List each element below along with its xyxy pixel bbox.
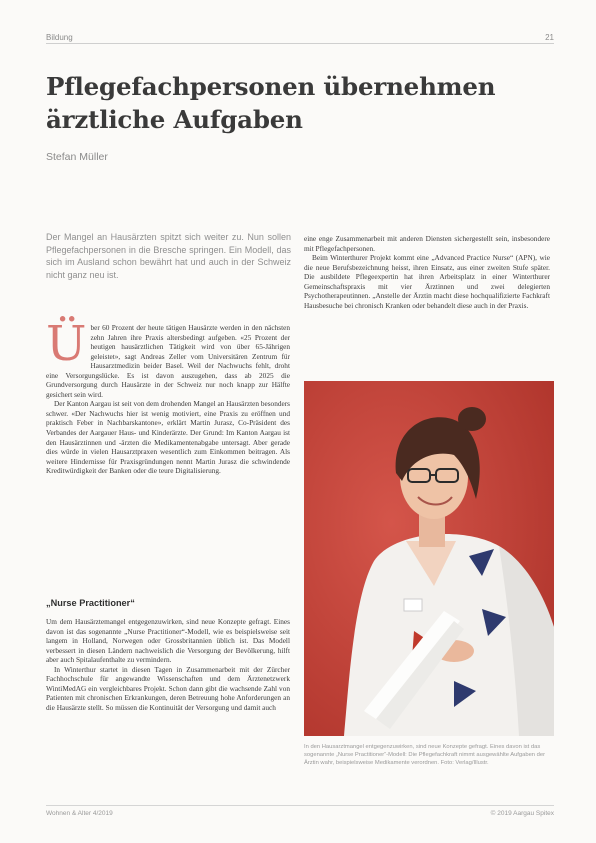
footer-publication: Wohnen & Alter 4/2019	[46, 810, 113, 817]
body-column-right-top	[304, 234, 550, 310]
page-footer	[46, 810, 554, 817]
body-paragraph: Um dem Hausärztemangel entgegenzuwirken, sind neue Konzepte gefragt. Eines davon ist das sogenannte „Nurse Practitioner“-Modell, wie es beispielsweise seit langem in Holland, Norwegen oder Grossbritannien üblich ist. Das Modell verbessert in diesen Ländern nachweislich die Versorgung der Bevölkerung, hilft aber auch Spitalaufenthalte zu vermindern.	[46, 617, 290, 665]
body-column-left-bottom	[46, 617, 290, 712]
header-rule	[46, 43, 554, 44]
body-paragraph: Der Kanton Aargau ist seit von dem drohenden Mangel an Hausärzten besonders schwer. «Der Nachwuchs hier ist wenig motiviert, eine Praxis zu eröffnen und praktisch Feber in Nachbarskantone», erklärt Martin Jurasz, Co-Präsident des Verbandes der Aargauer Haus- und Kinderärzte. Der Grund: Im Kanton Aargau ist den Hausärztinnen und -ärzten die Medikamentenabgabe untersagt. Aber gerade dies würde in vielen Hausarztpraxen wesentlich zum Einkommen beitragen. Als weitere Hindernisse für Praxisgründungen nennt Martin Jurasz die schwindende Kreditwürdigkeit der Banken oder die teure Digitalisierung.	[46, 399, 290, 476]
section-subheading: „Nurse Practitioner“	[46, 598, 135, 608]
lead-paragraph: Der Mangel an Hausärzten spitzt sich weiter zu. Nun sollen Pflegefachpersonen in die Bresche springen. Ein Modell, das sich im Ausland schon bewährt hat und auch in der Schweiz nicht ganz neu ist.	[46, 232, 291, 280]
body-paragraph: eine enge Zusammenarbeit mit anderen Diensten sichergestellt sein, insbesondere mit Pflegefachpersonen.	[304, 234, 550, 253]
nurse-illustration	[304, 381, 554, 736]
body-paragraph: Über 60 Prozent der heute tätigen Hausärzte werden in den nächsten zehn Jahren ihre Praxis altersbedingt aufgeben. «25 Prozent der heutigen hausärztlichen Tätigkeit wird von über 65-Jährigen geleistet», sagt Andreas Zeller vom Universitären Zentrum für Hausarztmedizin beider Basel. Weil der Nachwuchs fehlt, droht eine Versorgungslücke. Es ist davon auszugehen, dass ab 2025 die Grundversorgung durch Hausärzte in der Schweiz nur noch knapp zur Hälfte gesichert sein wird.	[46, 316, 290, 399]
title-line-2: ärztliche Aufgaben	[46, 105, 303, 134]
body-paragraph: Beim Winterthurer Projekt kommt eine „Advanced Practice Nurse“ (APN), wie die neue Berufsbezeichnung heisst, ihren Einsatz, aus einer zweiten Stufe später. Die ausbildete Pflegeexpertin hat ihren Arbeitsplatz in einer Winterthurer Gemeinschaftspraxis mit vier Ärztinnen und zwei delegierten Psychotherapeutinnen. „Anstelle der Ärztin macht diese hochqualifizierte Fachkraft Hausbesuche bei chronisch Kranken oder behandelt diese auch in der Praxis.	[304, 253, 550, 310]
body-paragraph: In Winterthur startet in diesen Tagen in Zusammenarbeit mit der Zürcher Fachhochschule für angewandte Wissenschaften und dem Ärztenetzwerk WintiMedAG ein vergleichbares Projekt. Schon dann gibt die wachsende Zahl von Patienten mit chronischen Erkrankungen, deren Betreuung hohe Anforderungen an die Hausärzte stellt. So müssen die Kontinuität der Versorgung und damit auch	[46, 664, 290, 712]
footer-copyright: © 2019 Aargau Spitex	[490, 810, 554, 817]
footer-rule	[46, 805, 554, 806]
page-marker: 21	[545, 33, 554, 42]
photo-caption: In den Hausarztmangel entgegenzuwirken, sind neue Konzepte gefragt. Eines davon ist das sogenannte „Nurse Practitioner“-Modell: Die Pflegefachkraft nimmt ausgewählte Aufgaben der Ärztin wahr, beispielsweise Medikamente verordnen. Foto: Verlag/Illustr.	[304, 744, 546, 767]
article-title	[46, 70, 546, 136]
title-line-1: Pflegefachpersonen übernehmen	[46, 72, 496, 101]
author-byline: Stefan Müller	[46, 151, 108, 163]
body-column-left-top	[46, 316, 290, 476]
section-label: Bildung	[46, 33, 73, 42]
nurse-photo	[304, 381, 554, 736]
drop-cap: Ü	[46, 316, 87, 372]
running-head	[46, 33, 554, 42]
